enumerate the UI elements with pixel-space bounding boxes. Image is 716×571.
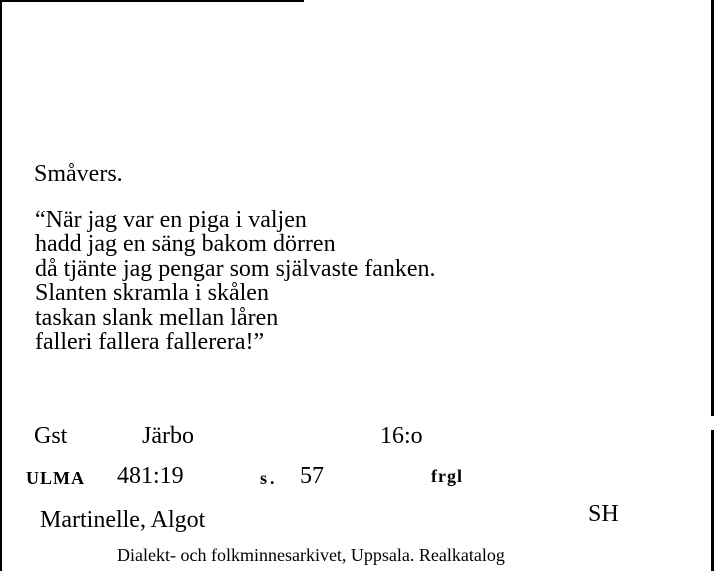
card-top-border bbox=[0, 0, 304, 2]
informant-name: Martinelle, Algot bbox=[40, 507, 206, 533]
category-label: Gst bbox=[34, 423, 68, 449]
poem-text bbox=[35, 208, 436, 354]
collector-initials: SH bbox=[588, 501, 619, 527]
card-right-border bbox=[711, 0, 714, 416]
card-left-border bbox=[0, 0, 2, 571]
archive-label: ULMA bbox=[26, 468, 85, 488]
card-right-border-lower bbox=[711, 430, 714, 571]
poem-line: “När jag var en piga i valjen bbox=[35, 207, 307, 233]
place-code: 16:o bbox=[380, 423, 423, 449]
page-prefix: s. bbox=[260, 468, 278, 488]
card-title: Småvers. bbox=[34, 161, 123, 187]
poem-line: Slanten skramla i skålen bbox=[35, 280, 269, 307]
type-code: frgl bbox=[431, 466, 463, 486]
archive-footer: Dialekt- och folkminnesarkivet, Uppsala. Realkatalog bbox=[117, 545, 505, 565]
poem-line: falleri fallera fallerera!” bbox=[35, 328, 265, 355]
page-number: 57 bbox=[300, 463, 324, 489]
place-name: Järbo bbox=[142, 423, 194, 449]
archive-number: 481:19 bbox=[117, 463, 184, 489]
poem-line: då tjänte jag pengar som självaste fanken. bbox=[35, 255, 436, 282]
poem-line: hadd jag en säng bakom dörren bbox=[35, 231, 336, 258]
poem-line: taskan slank mellan låren bbox=[35, 304, 279, 331]
